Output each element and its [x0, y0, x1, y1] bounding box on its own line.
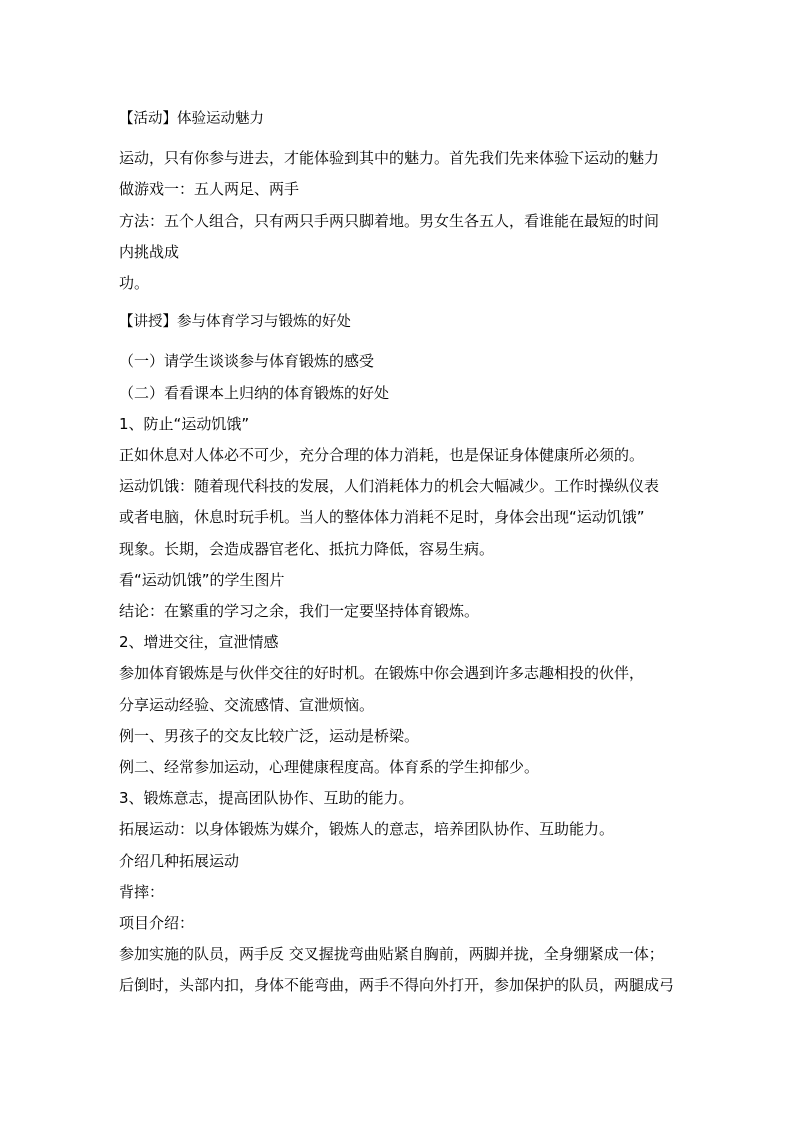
subheading-line: 2、增进交往，宣泄情感 — [119, 633, 279, 652]
paragraph-line: （二）看看课本上归纳的体育锻炼的好处 — [119, 383, 390, 402]
paragraph-line: 背摔： — [119, 882, 165, 901]
paragraph-line: 例二、经常参加运动，心理健康程度高。体育系的学生抑郁少。 — [119, 758, 540, 777]
paragraph-line: 分享运动经验、交流感情、宣泄烦恼。 — [119, 695, 375, 714]
paragraph-line: 运动，只有你参与进去，才能体验到其中的魅力。首先我们先来体验下运动的魅力 — [119, 149, 660, 168]
paragraph-line: 正如休息对人体必不可少，充分合理的体力消耗，也是保证身体健康所必须的。 — [119, 446, 645, 465]
document-body — [119, 104, 679, 1002]
paragraph-line: 后倒时，头部内扣，身体不能弯曲，两手不得向外打开，参加保护的队员，两腿成弓 — [119, 976, 675, 995]
section-heading-activity: 【活动】体验运动魅力 — [119, 111, 264, 127]
paragraph-line: 结论：在繁重的学习之余，我们一定要坚持体育锻炼。 — [119, 602, 480, 621]
paragraph-line: 功。 — [119, 274, 150, 293]
paragraph-line: 现象。长期，会造成器官老化、抵抗力降低，容易生病。 — [119, 539, 495, 558]
subheading-line: 3、锻炼意志，提高团队协作、互助的能力。 — [119, 789, 414, 808]
paragraph-line: 运动饥饿：随着现代科技的发展，人们消耗体力的机会大幅减少。工作时操纵仪表 — [119, 477, 660, 496]
section-heading-lecture: 【讲授】参与体育学习与锻炼的好处 — [119, 314, 351, 331]
subheading-line: 1、防止“运动饥饿” — [119, 414, 250, 433]
paragraph-line: 参加实施的队员，两手反 交叉握拢弯曲贴紧自胸前，两脚并拢，全身绷紧成一体； — [119, 945, 664, 964]
paragraph-line: 拓展运动：以身体锻炼为媒介，锻炼人的意志，培养团队协作、互助能力。 — [119, 820, 615, 839]
paragraph-line: （一）请学生谈谈参与体育锻炼的感受 — [119, 352, 375, 371]
paragraph-line: 例一、男孩子的交友比较广泛，运动是桥梁。 — [119, 726, 420, 745]
paragraph-line: 内挑战成 — [119, 242, 180, 261]
paragraph-line: 方法：五个人组合，只有两只手两只脚着地。男女生各五人，看谁能在最短的时间 — [119, 211, 660, 230]
paragraph-line: 或者电脑，休息时玩手机。当人的整体体力消耗不足时，身体会出现“运动饥饿” — [119, 508, 645, 527]
paragraph-line: 介绍几种拓展运动 — [119, 851, 240, 870]
paragraph-line: 做游戏一：五人两足、两手 — [119, 180, 300, 199]
paragraph-line: 项目介绍： — [119, 914, 195, 933]
paragraph-line: 参加体育锻炼是与伙伴交往的好时机。在锻炼中你会遇到许多志趣相投的伙伴， — [119, 664, 645, 683]
paragraph-line: 看“运动饥饿”的学生图片 — [119, 570, 285, 589]
